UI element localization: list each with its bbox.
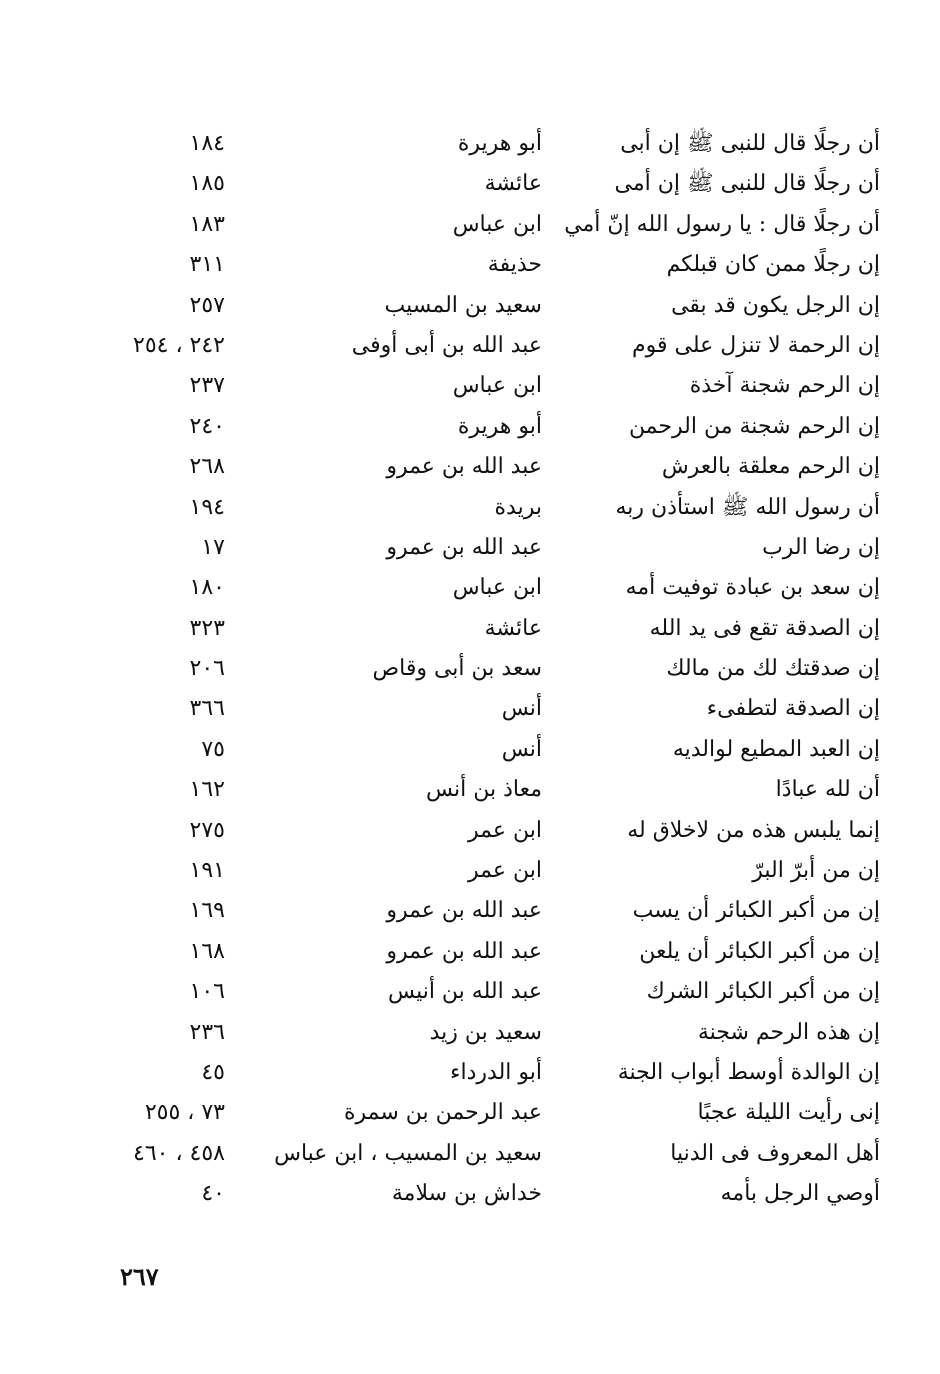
- list-item: [60, 366, 880, 406]
- narrator: سعيد بن المسيب: [384, 292, 542, 318]
- narrator: ابن عمر: [468, 858, 542, 884]
- hadith-text: أن رسول الله ﷺ استأذن ربه: [615, 494, 880, 520]
- hadith-text: أن رجلًا قال : يا رسول الله إنّ أمي: [564, 211, 880, 237]
- hadith-text: إن رجلًا ممن كان قبلكم: [666, 252, 880, 278]
- narrator: ابن عباس: [452, 575, 542, 601]
- page-refs: ٢٠٦: [189, 656, 225, 682]
- narrator: عبد الله بن عمرو: [386, 938, 542, 964]
- hadith-text: إن من أكبر الكبائر أن يسب: [632, 898, 880, 924]
- page-number: ٢٦٧: [120, 1262, 159, 1291]
- page-refs: ٢٥٧: [189, 292, 225, 318]
- page-refs: ١٩٤: [189, 494, 225, 520]
- hadith-text: إن العبد المطيع لوالديه: [672, 736, 880, 762]
- page-refs: ٤٥٨ ، ٤٦٠: [133, 1140, 225, 1166]
- narrator: ابن عمر: [468, 817, 542, 843]
- list-item: [60, 851, 880, 891]
- hadith-text: إن هذه الرحم شجنة: [697, 1019, 880, 1045]
- hadith-text: أن لله عبادًا: [775, 777, 880, 803]
- hadith-text: إن الرحم شجنة من الرحمن: [628, 413, 880, 439]
- page-refs: ٧٥: [201, 736, 225, 762]
- page-refs: ٢٣٦: [189, 1019, 225, 1045]
- narrator: عائشة: [484, 171, 542, 197]
- list-item: [60, 972, 880, 1012]
- narrator: أبو الدرداء: [450, 1059, 542, 1085]
- list-item: [60, 932, 880, 972]
- hadith-text: إن الرحم شجنة آخذة: [689, 373, 880, 399]
- hadith-text: أوصي الرجل بأمه: [720, 1181, 880, 1207]
- page-refs: ٤٥: [201, 1059, 225, 1085]
- page-refs: ٢٦٨: [189, 454, 225, 480]
- hadith-text: إن الرحمة لا تنزل على قوم: [632, 332, 880, 358]
- list-item: [60, 407, 880, 447]
- list-item: [60, 770, 880, 810]
- page-refs: ١٨٤: [189, 131, 225, 156]
- narrator: عائشة: [484, 615, 542, 641]
- list-item: [60, 488, 880, 528]
- list-item: [60, 164, 880, 204]
- hadith-index-list: [60, 124, 880, 1215]
- page-refs: ٤٠: [201, 1181, 225, 1207]
- page-refs: ١٦٢: [189, 777, 225, 803]
- list-item: [60, 1134, 880, 1174]
- page-refs: ١٨٣: [189, 211, 225, 237]
- list-item: [60, 811, 880, 851]
- narrator: سعد بن أبى وقاص: [372, 656, 542, 682]
- narrator: حذيفة: [487, 252, 542, 278]
- page-refs: ١٩١: [189, 858, 225, 884]
- narrator: معاذ بن أنس: [425, 777, 542, 803]
- list-item: [60, 689, 880, 729]
- page-refs: ٣٢٣: [189, 615, 225, 641]
- narrator: عبد الله بن عمرو: [386, 454, 542, 480]
- hadith-text: إن الصدقة لتطفىء: [706, 696, 880, 722]
- list-item: [60, 447, 880, 487]
- page-refs: ٧٣ ، ٢٥٥: [144, 1100, 225, 1126]
- narrator: أنس: [501, 736, 542, 762]
- list-item: [60, 1053, 880, 1093]
- page-refs: ١٠٦: [189, 979, 225, 1005]
- narrator: ابن عباس: [452, 373, 542, 399]
- list-item: [60, 891, 880, 931]
- narrator: عبد الله بن عمرو: [386, 534, 542, 560]
- list-item: [60, 528, 880, 568]
- narrator: أبو هريرة: [457, 413, 542, 439]
- narrator: سعيد بن زيد: [429, 1019, 542, 1045]
- list-item: [60, 1093, 880, 1133]
- list-item: [60, 568, 880, 608]
- hadith-text: إن من أبرّ البرّ: [752, 858, 880, 884]
- hadith-text: أن رجلًا قال للنبى ﷺ إن أمى: [614, 171, 880, 197]
- narrator: عبد الله بن عمرو: [386, 898, 542, 924]
- narrator: عبد الله بن أبى أوفى: [351, 332, 542, 358]
- narrator: ابن عباس: [452, 211, 542, 237]
- hadith-text: إن رضا الرب: [762, 534, 880, 560]
- list-item: [60, 1174, 880, 1214]
- narrator: عبد الرحمن بن سمرة: [344, 1100, 542, 1126]
- list-item: [60, 649, 880, 689]
- list-item: [60, 245, 880, 285]
- list-item: [60, 286, 880, 326]
- hadith-text: إن من أكبر الكبائر أن يلعن: [639, 938, 880, 964]
- list-item: [60, 609, 880, 649]
- page-refs: ٢٤٢ ، ٢٥٤: [133, 332, 225, 358]
- narrator: بريدة: [494, 494, 542, 520]
- page-refs: ١٨٥: [189, 171, 225, 197]
- narrator: خداش بن سلامة: [391, 1181, 542, 1207]
- hadith-text: أهل المعروف فى الدنيا: [670, 1140, 880, 1166]
- narrator: عبد الله بن أنيس: [388, 979, 542, 1005]
- list-item: [60, 124, 880, 164]
- page-refs: ٣١١: [189, 252, 225, 278]
- page-refs: ١٦٩: [189, 898, 225, 924]
- page-refs: ٢٣٧: [189, 373, 225, 399]
- list-item: [60, 326, 880, 366]
- page-refs: ١٨٠: [189, 575, 225, 601]
- hadith-text: إنى رأيت الليلة عجبًا: [697, 1100, 880, 1126]
- hadith-text: إنما يلبس هذه من لاخلاق له: [627, 817, 880, 843]
- hadith-text: إن سعد بن عبادة توفيت أمه: [625, 575, 880, 601]
- narrator: سعيد بن المسيب ، ابن عباس: [274, 1140, 542, 1166]
- narrator: أبو هريرة: [457, 131, 542, 156]
- hadith-text: إن الصدقة تقع فى يد الله: [649, 615, 880, 641]
- list-item: [60, 730, 880, 770]
- hadith-text: إن صدقتك لك من مالك: [666, 656, 880, 682]
- page-refs: ١٧: [201, 534, 225, 560]
- hadith-text: إن الوالدة أوسط أبواب الجنة: [617, 1059, 880, 1085]
- list-item: [60, 1013, 880, 1053]
- narrator: أنس: [501, 696, 542, 722]
- page-refs: ٢٧٥: [189, 817, 225, 843]
- page-refs: ٣٦٦: [189, 696, 225, 722]
- hadith-text: أن رجلًا قال للنبى ﷺ إن أبى: [620, 131, 880, 156]
- page-refs: ١٦٨: [189, 938, 225, 964]
- page-refs: ٢٤٠: [189, 413, 225, 439]
- hadith-text: إن الرجل يكون قد بقى: [671, 292, 880, 318]
- hadith-text: إن من أكبر الكبائر الشرك: [646, 979, 880, 1005]
- hadith-text: إن الرحم معلقة بالعرش: [661, 454, 880, 480]
- list-item: [60, 205, 880, 245]
